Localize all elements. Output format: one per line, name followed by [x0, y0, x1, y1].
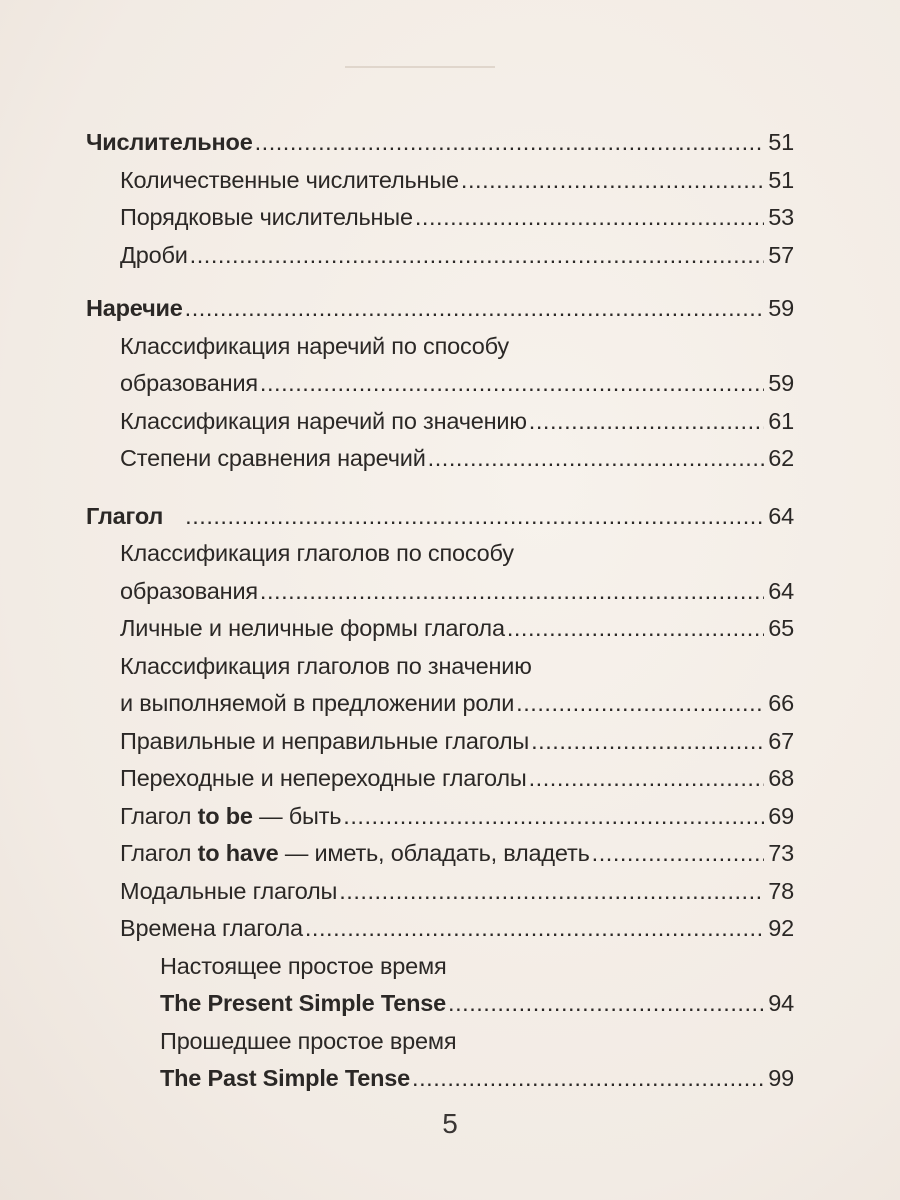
toc-page-number: 67: [768, 727, 794, 754]
toc-section-adverb[interactable]: [86, 290, 794, 328]
toc-item-title: Количественные числительные: [120, 166, 459, 193]
toc-item[interactable]: [86, 760, 794, 798]
dot-leader: [185, 498, 764, 536]
toc-page-number: 69: [768, 802, 794, 829]
dot-leader: [412, 1060, 764, 1098]
dot-leader: [507, 610, 764, 648]
toc-section-title: Наречие: [86, 295, 183, 321]
toc-item[interactable]: [86, 535, 794, 573]
toc-item[interactable]: [86, 910, 794, 948]
toc-item[interactable]: [86, 798, 794, 836]
toc-page-number: 68: [768, 765, 794, 791]
toc-item-title: Глагол to have — иметь, обладать, владеть: [120, 840, 590, 866]
toc-item-title: Переходные и непереходные глаголы: [120, 765, 527, 791]
toc-item-title: образования: [120, 577, 258, 604]
toc-subitem[interactable]: [86, 1023, 794, 1061]
toc-item[interactable]: [86, 328, 794, 366]
dot-leader: [255, 124, 764, 162]
toc-item[interactable]: [86, 723, 794, 761]
bleed-through-line: [345, 66, 495, 68]
dot-leader: [448, 985, 764, 1023]
toc-subitem-title-en: The Past Simple Tense: [160, 1065, 411, 1091]
dot-leader: [339, 873, 764, 911]
dot-leader: [343, 798, 764, 836]
page-number: 5: [442, 1108, 458, 1139]
toc-item-title: Степени сравнения наречий: [120, 445, 426, 471]
toc-item[interactable]: [86, 873, 794, 911]
toc-item-continuation[interactable]: [86, 685, 794, 723]
toc-item-continuation[interactable]: [86, 573, 794, 611]
toc-page-number: 78: [768, 877, 794, 904]
dot-leader: [531, 723, 764, 761]
toc-page-number: 73: [768, 840, 794, 866]
toc-section-title: Числительное: [86, 129, 253, 155]
toc-page-number: 62: [768, 445, 794, 471]
toc-item-title: Правильные и неправильные глаголы: [120, 727, 530, 754]
toc-page-number: 65: [768, 615, 794, 641]
dot-leader: [260, 365, 764, 403]
toc-item-title: Классификация наречий по значению: [120, 407, 527, 434]
toc-subitem-english[interactable]: [86, 985, 794, 1023]
toc-page-number: 59: [768, 370, 794, 396]
toc-item[interactable]: [86, 610, 794, 648]
toc-item-title: и выполняемой в предложении роли: [120, 690, 515, 716]
toc-item[interactable]: [86, 199, 794, 237]
toc-page-number: 51: [768, 129, 794, 155]
toc-item-title: Дроби: [120, 241, 188, 268]
toc-subitem-title-en: The Present Simple Tense: [160, 990, 447, 1016]
dot-leader: [516, 685, 764, 723]
toc-subitem-title: Настоящее простое время: [160, 952, 447, 979]
dot-leader: [529, 403, 764, 441]
toc-page-number: 64: [768, 502, 794, 529]
toc-section-title: Глагол: [86, 502, 164, 529]
toc-item-title: Модальные глаголы: [120, 877, 338, 904]
toc-page-number: 59: [768, 295, 794, 321]
toc-item-title: Глагол to be — быть: [120, 802, 342, 829]
toc-item-title: Классификация глаголов по значению: [120, 652, 532, 679]
dot-leader: [461, 162, 764, 200]
toc-subitem-title: Прошедшее простое время: [160, 1027, 457, 1054]
toc-page-number: 64: [768, 577, 794, 604]
dot-leader: [305, 910, 764, 948]
toc-item[interactable]: [86, 440, 794, 478]
toc-item-continuation[interactable]: [86, 365, 794, 403]
english-term: to have: [197, 840, 279, 866]
dot-leader: [260, 573, 764, 611]
table-of-contents: [86, 124, 794, 1098]
dot-leader: [428, 440, 764, 478]
english-term: to be: [197, 802, 253, 829]
dot-leader: [529, 760, 764, 798]
dot-leader: [185, 290, 764, 328]
dot-leader: [415, 199, 764, 237]
toc-item-title: Классификация глаголов по способу: [120, 540, 514, 566]
dot-leader: [190, 237, 764, 275]
toc-page-number: 66: [768, 690, 794, 716]
toc-page-number: 99: [768, 1065, 794, 1091]
toc-item-title: образования: [120, 370, 258, 396]
dot-leader: [592, 835, 764, 873]
toc-page-number: 57: [768, 241, 794, 268]
toc-subitem-english[interactable]: [86, 1060, 794, 1098]
toc-item-title: Личные и неличные формы глагола: [120, 615, 505, 641]
toc-page-number: 51: [768, 166, 794, 193]
toc-item[interactable]: [86, 237, 794, 275]
toc-item-title: Времена глагола: [120, 915, 303, 941]
toc-item[interactable]: [86, 162, 794, 200]
toc-page-number: 92: [768, 915, 794, 941]
toc-section-numerals[interactable]: [86, 124, 794, 162]
toc-section-verb[interactable]: [86, 498, 794, 536]
toc-subitem[interactable]: [86, 948, 794, 986]
toc-item[interactable]: [86, 403, 794, 441]
toc-page-number: 94: [768, 990, 794, 1016]
toc-item[interactable]: [86, 835, 794, 873]
toc-item[interactable]: [86, 648, 794, 686]
toc-item-title: Порядковые числительные: [120, 204, 413, 230]
toc-page-number: 53: [768, 204, 794, 230]
toc-page-number: 61: [768, 407, 794, 434]
toc-item-title: Классификация наречий по способу: [120, 332, 509, 359]
